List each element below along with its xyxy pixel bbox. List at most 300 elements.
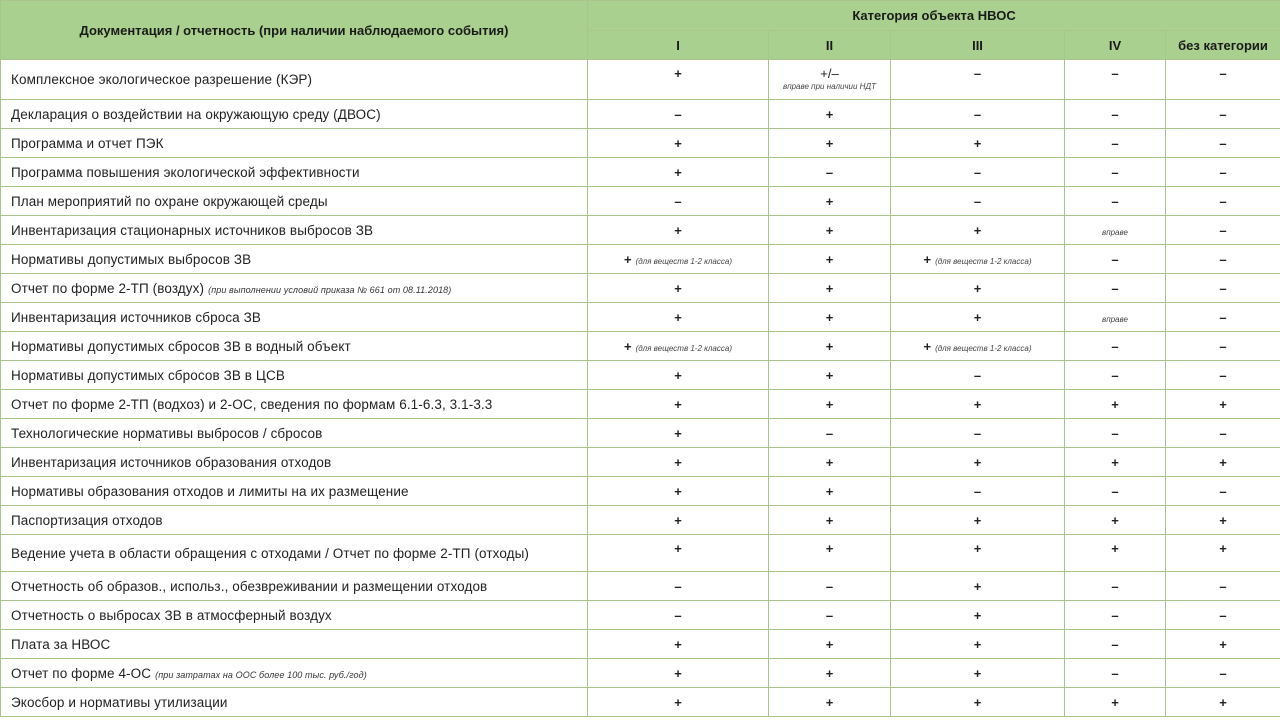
cell-value: + (825, 222, 834, 238)
row-note: (при выполнении условий приказа № 661 от 08.11.2018) (208, 284, 452, 295)
cell-value: – (1111, 135, 1119, 151)
table-row (1, 601, 1280, 630)
cell-value: – (1219, 367, 1227, 383)
cell-col-3 (891, 601, 1065, 630)
row-label (1, 100, 588, 129)
cell-col-5 (1166, 477, 1280, 506)
cell-col-3 (891, 303, 1065, 332)
table-row (1, 100, 1280, 129)
header-col-2: II (769, 31, 891, 60)
cell-col-4 (1065, 419, 1166, 448)
cell-value: + (674, 483, 682, 499)
cell-value: + (825, 541, 834, 556)
cell-col-2 (769, 688, 891, 717)
row-label-text: Нормативы образования отходов и лимиты на их размещение (11, 483, 409, 499)
cell-value: – (1111, 578, 1119, 594)
cell-col-5 (1166, 129, 1280, 158)
cell-value: – (973, 367, 982, 383)
cell-col-3 (891, 158, 1065, 187)
cell-value: – (1111, 280, 1119, 296)
cell-col-1 (588, 572, 769, 601)
cell-value: – (973, 193, 982, 209)
cell-value: + (973, 636, 982, 652)
cell-value: + (1219, 396, 1227, 412)
cell-value: – (1219, 607, 1227, 623)
cell-col-4 (1065, 390, 1166, 419)
cell-col-5 (1166, 274, 1280, 303)
row-label-text: Ведение учета в области обращения с отходами / Отчет по форме 2-ТП (отходы) (11, 545, 530, 561)
cell-col-2 (769, 419, 891, 448)
cell-value: – (1111, 636, 1119, 652)
cell-col-3 (891, 274, 1065, 303)
row-label (1, 274, 588, 303)
cell-value: + (674, 164, 682, 180)
row-label (1, 60, 588, 100)
cell-value: – (973, 164, 982, 180)
cell-col-2 (769, 601, 891, 630)
cell-col-5 (1166, 60, 1280, 100)
cell-col-4 (1065, 245, 1166, 274)
table-row (1, 158, 1280, 187)
cell-value: – (1111, 367, 1119, 383)
row-label-text: Отчет по форме 2-ТП (воздух) (11, 280, 205, 296)
row-label (1, 187, 588, 216)
cell-col-3 (891, 332, 1065, 361)
row-label-text: Программа повышения экологической эффективности (11, 164, 360, 180)
cell-value: + (825, 512, 834, 528)
table-row (1, 332, 1280, 361)
row-label-text: Технологические нормативы выбросов / сбросов (11, 425, 323, 441)
cell-value: – (1111, 338, 1119, 354)
cell-value: + (1219, 636, 1227, 652)
cell-value: + (825, 135, 834, 151)
cell-col-3 (891, 216, 1065, 245)
cell-col-1 (588, 216, 769, 245)
cell-col-5 (1166, 630, 1280, 659)
cell-col-1 (588, 659, 769, 688)
cell-col-2 (769, 390, 891, 419)
cell-col-5 (1166, 100, 1280, 129)
row-label (1, 216, 588, 245)
cell-value: + (825, 367, 834, 383)
cell-value: – (1111, 607, 1119, 623)
row-label (1, 129, 588, 158)
cell-col-2 (769, 245, 891, 274)
table-row (1, 477, 1280, 506)
cell-value: – (1219, 193, 1227, 209)
cell-value: – (1219, 251, 1227, 267)
row-label (1, 688, 588, 717)
cell-col-4 (1065, 332, 1166, 361)
cell-col-1 (588, 419, 769, 448)
cell-col-1 (588, 601, 769, 630)
cell-col-4 (1065, 659, 1166, 688)
cell-value: + (973, 309, 982, 325)
cell-value: + (825, 694, 834, 710)
row-label (1, 659, 588, 688)
cell-value: + (674, 425, 682, 441)
row-label-text: Отчет по форме 4-ОС (11, 665, 152, 681)
cell-col-2 (769, 332, 891, 361)
cell-col-4 (1065, 477, 1166, 506)
row-label-text: Инвентаризация стационарных источников выбросов ЗВ (11, 222, 374, 238)
cell-col-5 (1166, 659, 1280, 688)
cell-value: + (923, 251, 932, 267)
cell-col-2 (769, 129, 891, 158)
cell-col-3 (891, 60, 1065, 100)
cell-value: + (674, 135, 682, 151)
cell-col-3 (891, 390, 1065, 419)
cell-col-5 (1166, 448, 1280, 477)
cell-value: – (1111, 164, 1119, 180)
cell-note: вправе при наличии НДТ (783, 82, 876, 91)
cell-col-3 (891, 187, 1065, 216)
cell-value: – (1219, 338, 1227, 354)
cell-col-4 (1065, 448, 1166, 477)
cell-value: + (674, 636, 682, 652)
cell-note: (для веществ 1-2 класса) (635, 256, 732, 266)
cell-col-2 (769, 158, 891, 187)
cell-col-3 (891, 572, 1065, 601)
cell-col-5 (1166, 361, 1280, 390)
cell-value: – (825, 425, 834, 441)
cell-value: – (1219, 106, 1227, 122)
table-row (1, 303, 1280, 332)
cell-value: + (973, 280, 982, 296)
row-label (1, 506, 588, 535)
cell-value: – (1219, 425, 1227, 441)
cell-value: + (973, 396, 982, 412)
cell-value: – (973, 106, 982, 122)
row-label-text: Программа и отчет ПЭК (11, 135, 164, 151)
header-col-5: без категории (1166, 31, 1280, 60)
cell-col-2 (769, 303, 891, 332)
cell-value: + (1111, 694, 1119, 710)
table-row (1, 659, 1280, 688)
row-label (1, 448, 588, 477)
cell-value: вправе (1102, 227, 1128, 237)
cell-value: + (973, 454, 982, 470)
cell-value: + (674, 367, 682, 383)
cell-value: + (825, 193, 834, 209)
row-label (1, 332, 588, 361)
table-row (1, 535, 1280, 572)
row-label (1, 477, 588, 506)
cell-col-4 (1065, 303, 1166, 332)
cell-value: +/– (820, 66, 839, 81)
cell-col-3 (891, 245, 1065, 274)
table-row (1, 60, 1280, 100)
cell-value: + (973, 222, 982, 238)
cell-value: – (1111, 106, 1119, 122)
cell-col-2 (769, 216, 891, 245)
cell-value: + (825, 106, 834, 122)
cell-value: – (1219, 280, 1227, 296)
cell-value: + (623, 338, 632, 354)
cell-col-3 (891, 419, 1065, 448)
cell-col-3 (891, 100, 1065, 129)
cell-col-1 (588, 448, 769, 477)
cell-value: + (1111, 541, 1119, 556)
cell-col-1 (588, 245, 769, 274)
cell-col-1 (588, 630, 769, 659)
row-label-text: Комплексное экологическое разрешение (КЭР) (11, 72, 313, 87)
cell-col-2 (769, 187, 891, 216)
cell-col-5 (1166, 572, 1280, 601)
cell-value: + (674, 280, 682, 296)
cell-col-4 (1065, 361, 1166, 390)
cell-value: + (973, 512, 982, 528)
cell-col-1 (588, 390, 769, 419)
cell-value: + (1219, 694, 1227, 710)
cell-col-5 (1166, 688, 1280, 717)
cell-col-4 (1065, 100, 1166, 129)
cell-note: (для веществ 1-2 класса) (935, 256, 1032, 266)
table-row (1, 216, 1280, 245)
header-col-4: IV (1065, 31, 1166, 60)
cell-value: – (1111, 665, 1119, 681)
cell-col-2 (769, 506, 891, 535)
cell-col-1 (588, 506, 769, 535)
cell-value: + (674, 694, 682, 710)
cell-col-1 (588, 361, 769, 390)
cell-col-4 (1065, 688, 1166, 717)
row-label (1, 572, 588, 601)
cell-col-1 (588, 688, 769, 717)
cell-value: – (1111, 425, 1119, 441)
cell-value: + (825, 338, 834, 354)
row-label-text: Отчет по форме 2-ТП (водхоз) и 2-ОС, сведения по формам 6.1-6.3, 3.1-3.3 (11, 396, 493, 412)
cell-col-5 (1166, 601, 1280, 630)
header-col-1: I (588, 31, 769, 60)
row-label-text: Нормативы допустимых выбросов ЗВ (11, 251, 252, 267)
row-label-text: Экосбор и нормативы утилизации (11, 694, 228, 710)
cell-col-5 (1166, 419, 1280, 448)
cell-value: + (825, 483, 834, 499)
cell-value: + (825, 636, 834, 652)
cell-value: + (923, 338, 932, 354)
cell-col-5 (1166, 245, 1280, 274)
header-category: Категория объекта НВОС (588, 1, 1280, 31)
cell-col-2 (769, 630, 891, 659)
cell-value: + (825, 280, 834, 296)
cell-col-4 (1065, 158, 1166, 187)
row-label (1, 390, 588, 419)
cell-col-4 (1065, 187, 1166, 216)
row-label-text: Инвентаризация источников образования отходов (11, 454, 332, 470)
table-row (1, 390, 1280, 419)
cell-col-4 (1065, 506, 1166, 535)
row-label (1, 419, 588, 448)
cell-col-1 (588, 187, 769, 216)
cell-value: – (825, 164, 834, 180)
cell-value: + (973, 694, 982, 710)
cell-col-2 (769, 60, 891, 100)
cell-value: – (973, 66, 982, 81)
cell-col-2 (769, 361, 891, 390)
table-row (1, 688, 1280, 717)
cell-col-3 (891, 688, 1065, 717)
cell-col-4 (1065, 216, 1166, 245)
cell-value: + (1219, 454, 1227, 470)
row-label-text: Плата за НВОС (11, 636, 111, 652)
cell-value: – (1219, 222, 1227, 238)
cell-value: + (825, 665, 834, 681)
cell-value: + (1111, 512, 1119, 528)
row-label (1, 361, 588, 390)
header-col-3: III (891, 31, 1065, 60)
cell-col-1 (588, 535, 769, 572)
cell-col-1 (588, 274, 769, 303)
cell-value: + (674, 396, 682, 412)
cell-value: + (825, 251, 834, 267)
cell-value: – (825, 607, 834, 623)
cell-col-5 (1166, 506, 1280, 535)
cell-col-2 (769, 659, 891, 688)
cell-col-5 (1166, 216, 1280, 245)
cell-col-4 (1065, 60, 1166, 100)
cell-value: + (973, 578, 982, 594)
cell-col-5 (1166, 390, 1280, 419)
cell-value: – (674, 106, 682, 122)
cell-value: – (825, 578, 834, 594)
cell-value: + (674, 541, 682, 556)
row-label (1, 535, 588, 572)
cell-value: – (1219, 578, 1227, 594)
row-label-text: План мероприятий по охране окружающей среды (11, 193, 328, 209)
cell-note: (для веществ 1-2 класса) (935, 343, 1032, 353)
row-label-text: Отчетность об образов., использ., обезвреживании и размещении отходов (11, 578, 488, 594)
cell-col-4 (1065, 601, 1166, 630)
cell-value: + (674, 222, 682, 238)
cell-value: – (1219, 66, 1227, 81)
cell-col-5 (1166, 187, 1280, 216)
cell-value: – (674, 607, 682, 623)
cell-value: – (1111, 193, 1119, 209)
cell-col-1 (588, 100, 769, 129)
cell-value: + (973, 541, 982, 556)
cell-col-3 (891, 630, 1065, 659)
cell-col-5 (1166, 332, 1280, 361)
cell-col-4 (1065, 129, 1166, 158)
cell-value: + (623, 251, 632, 267)
cell-col-2 (769, 448, 891, 477)
cell-value: + (825, 396, 834, 412)
cell-value: – (1111, 483, 1119, 499)
cell-note: (для веществ 1-2 класса) (635, 343, 732, 353)
cell-value: + (1219, 512, 1227, 528)
table-row (1, 506, 1280, 535)
cell-value: + (674, 665, 682, 681)
cell-col-1 (588, 477, 769, 506)
cell-col-5 (1166, 158, 1280, 187)
cell-value: + (1111, 454, 1119, 470)
cell-col-3 (891, 477, 1065, 506)
row-note: (при затратах на ООС более 100 тыс. руб./год) (155, 669, 367, 680)
cell-value: + (674, 512, 682, 528)
cell-col-5 (1166, 303, 1280, 332)
row-label (1, 158, 588, 187)
cell-value: – (1219, 483, 1227, 499)
cell-col-1 (588, 332, 769, 361)
table-row (1, 129, 1280, 158)
row-label-text: Отчетность о выбросах ЗВ в атмосферный воздух (11, 607, 332, 623)
table-row (1, 572, 1280, 601)
cell-col-2 (769, 274, 891, 303)
cell-col-5 (1166, 535, 1280, 572)
cell-col-3 (891, 448, 1065, 477)
table-row (1, 187, 1280, 216)
cell-value: + (973, 607, 982, 623)
cell-value: + (674, 309, 682, 325)
cell-col-2 (769, 100, 891, 129)
row-label (1, 303, 588, 332)
header-documentation: Документация / отчетность (при наличии наблюдаемого события) (1, 1, 588, 60)
cell-value: + (825, 454, 834, 470)
table-row (1, 448, 1280, 477)
cell-col-3 (891, 361, 1065, 390)
cell-col-3 (891, 535, 1065, 572)
cell-value: + (674, 454, 682, 470)
cell-col-2 (769, 477, 891, 506)
table-row (1, 245, 1280, 274)
cell-value: – (1219, 164, 1227, 180)
cell-value: + (825, 309, 834, 325)
cell-col-2 (769, 535, 891, 572)
cell-col-4 (1065, 274, 1166, 303)
table-row (1, 630, 1280, 659)
row-label-text: Нормативы допустимых сбросов ЗВ в водный объект (11, 338, 351, 354)
cell-col-1 (588, 129, 769, 158)
row-label-text: Декларация о воздействии на окружающую среду (ДВОС) (11, 106, 381, 122)
cell-value: – (973, 483, 982, 499)
cell-col-3 (891, 129, 1065, 158)
cell-col-4 (1065, 535, 1166, 572)
cell-value: + (973, 665, 982, 681)
cell-col-3 (891, 506, 1065, 535)
cell-col-3 (891, 659, 1065, 688)
cell-value: + (1219, 541, 1227, 556)
table-row (1, 274, 1280, 303)
row-label-text: Нормативы допустимых сбросов ЗВ в ЦСВ (11, 367, 285, 383)
cell-value: – (674, 193, 682, 209)
cell-value: вправе (1102, 314, 1128, 324)
cell-value: + (973, 135, 982, 151)
cell-value: – (674, 578, 682, 594)
cell-value: – (1111, 251, 1119, 267)
row-label-text: Паспортизация отходов (11, 512, 163, 528)
cell-value: + (674, 66, 682, 81)
cell-col-4 (1065, 630, 1166, 659)
cell-col-2 (769, 572, 891, 601)
table-row (1, 361, 1280, 390)
cell-value: – (1219, 665, 1227, 681)
cell-col-1 (588, 303, 769, 332)
cell-col-1 (588, 158, 769, 187)
row-label-text: Инвентаризация источников сброса ЗВ (11, 309, 261, 325)
cell-value: – (1219, 135, 1227, 151)
row-label (1, 630, 588, 659)
cell-col-4 (1065, 572, 1166, 601)
cell-value: – (1111, 66, 1119, 81)
cell-value: – (1219, 309, 1227, 325)
table-row (1, 419, 1280, 448)
cell-col-1 (588, 60, 769, 100)
row-label (1, 245, 588, 274)
cell-value: – (973, 425, 982, 441)
cell-value: + (1111, 396, 1119, 412)
row-label (1, 601, 588, 630)
